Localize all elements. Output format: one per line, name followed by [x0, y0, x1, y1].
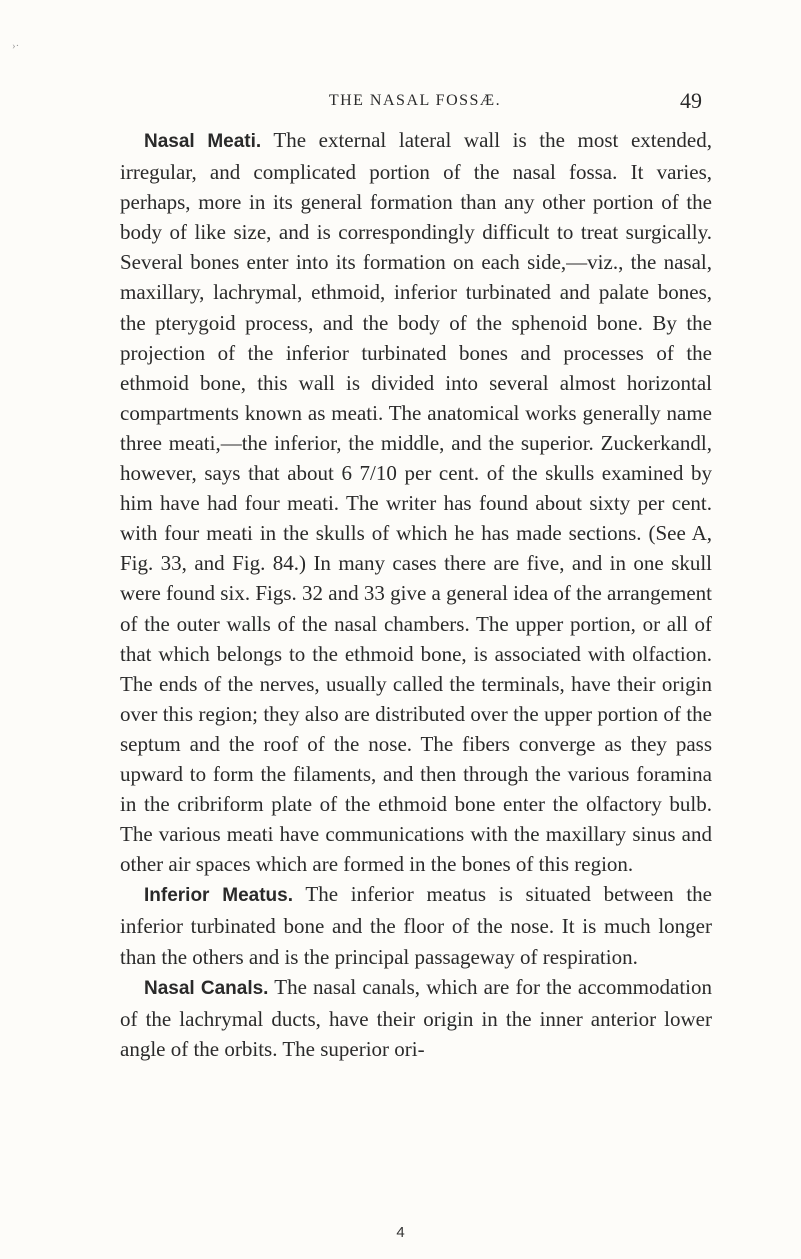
paragraph-text: The external lateral wall is the most extended, irregular, and complicated portion of the nasal fossa. It varies, perhaps, more in its general formation than any other portion of the body of like size, and is correspondingly difficult to treat surgically. Several bones enter into its formation on each side,—viz., the nasal, maxillary, lachrymal, ethmoid, inferior turbinated and palate bones, the pterygoid process, and the body of the sphenoid bone. By the projection of the inferior turbinated bones and processes of the ethmoid bone, this wall is divided into several almost horizontal compartments known as meati. The anatomical works generally name three meati,—the inferior, the middle, and the superior. Zuckerkandl, however, says that about 6 7/10 per cent. of the skulls examined by him have had four meati. The writer has found about sixty per cent. with four meati in the skulls of which he has made sections. (See A, Fig. 33, and Fig. 84.) In many cases there are five, and in one skull were found six. Figs. 32 and 33 give a general idea of the arrangement of the outer walls of the nasal chambers. The upper portion, or all of that which belongs to the ethmoid bone, is associated with olfaction. The ends of the nerves, usually called the terminals, have their origin over this region; they also are distributed over the upper portion of the septum and the roof of the nose. The fibers converge as they pass upward to form the filaments, and then through the various foramina in the cribriform plate of the ethmoid bone enter the olfactory bulb. The various meati have communications with the maxillary sinus and other air spaces which are formed in the bones of this region.	[120, 128, 712, 877]
paragraph-nasal-meati	[120, 125, 712, 879]
section-heading-nasal-canals: Nasal Canals.	[144, 977, 269, 999]
paragraph-nasal-canals	[120, 972, 712, 1064]
signature-mark: 4	[396, 1224, 405, 1241]
section-heading-nasal-meati: Nasal Meati.	[144, 131, 262, 152]
page-number: 49	[680, 88, 702, 113]
running-head	[120, 90, 710, 114]
paragraph-text: The inferior meatus is situated between the inferior turbinated bone and the floor of the nose. It is much longer than the others and is the principal passageway of respiration.	[120, 882, 712, 969]
section-heading-inferior-meatus: Inferior Meatus.	[144, 885, 293, 907]
body-text	[120, 125, 712, 1064]
paragraph-text: The nasal canals, which are for the accommodation of the lachrymal ducts, have their origin in the inner anterior lower angle of the orbits. The superior ori-	[120, 974, 713, 1061]
stray-mark: ›·	[12, 40, 20, 52]
paragraph-inferior-meatus	[120, 879, 712, 971]
running-title: THE NASAL FOSSÆ.	[328, 92, 502, 109]
